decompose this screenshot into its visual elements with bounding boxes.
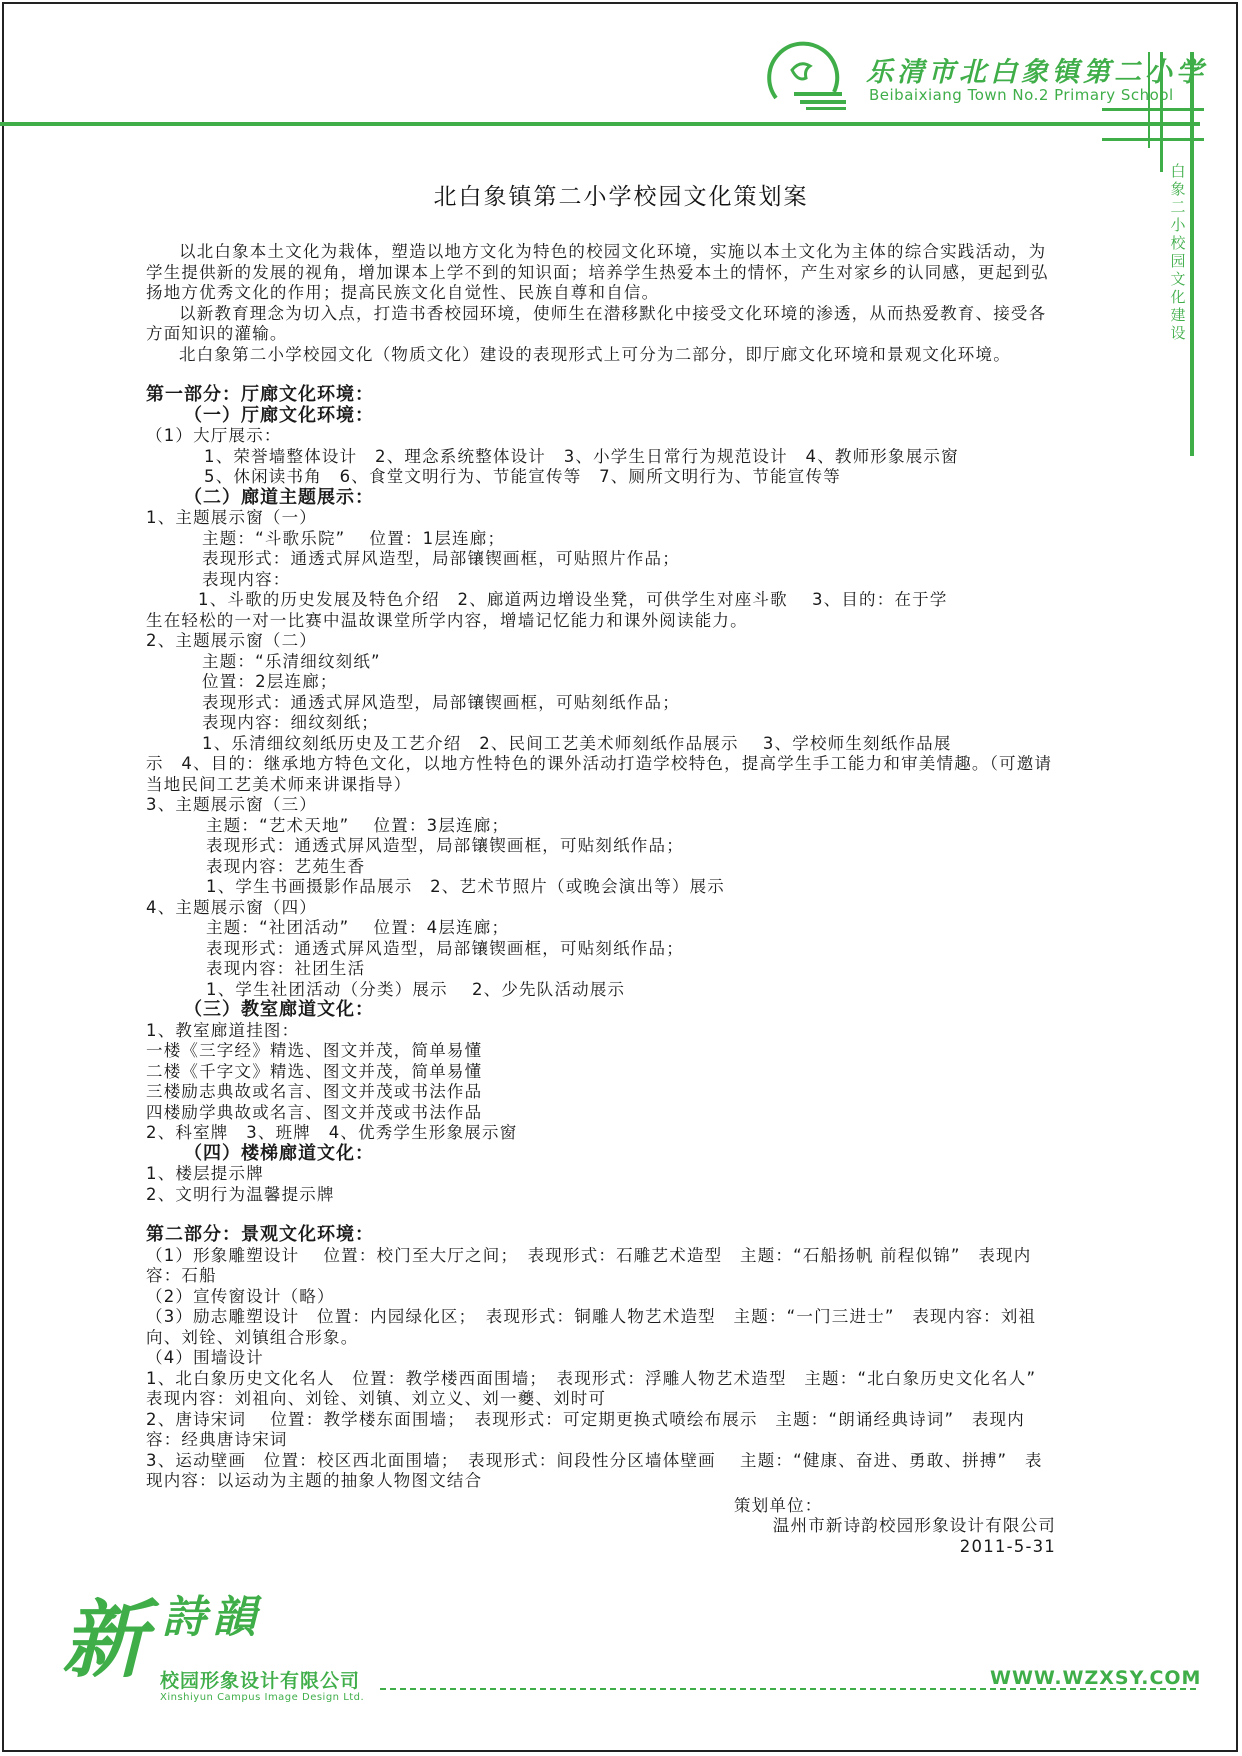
part2-line7: 3、运动壁画 位置：校区西北面围墙； 表现形式：间段性分区墙体壁画 主题：“健康、奋进、勇敢、拼搏” 表现内容：以运动为主题的抽象人物图文结合 bbox=[146, 1450, 1043, 1490]
part2-heading: 第二部分：景观文化环境： bbox=[146, 1224, 374, 1245]
window3-title: 3、主题展示窗（三） bbox=[146, 795, 317, 814]
part2-line6: 2、唐诗宋词 位置：教学楼东面围墙； 表现形式：可定期更换式喷绘布展示 主题：“朗诵经典诗词” 表现内容：经典唐诗宋词 bbox=[146, 1409, 1025, 1449]
window2-title: 2、主题展示窗（二） bbox=[146, 631, 317, 650]
part1-section2-heading: （二）廊道主题展示： bbox=[184, 486, 374, 508]
footer-logo-shiyun: 詩韻 bbox=[162, 1592, 262, 1643]
section3-line5: 四楼励学典故或名言、图文并茂或书法作品 bbox=[146, 1102, 483, 1122]
window3-form: 表现形式：通透式屏风造型，局部镶锲画框，可贴刻纸作品； bbox=[206, 836, 684, 855]
school-logo-icon bbox=[764, 40, 852, 112]
sign-label: 策划单位： bbox=[734, 1495, 823, 1515]
window3-items: 1、学生书画摄影作品展示 2、艺术节照片（或晚会演出等）展示 bbox=[206, 877, 725, 896]
footer-logo-xin: 新 bbox=[62, 1590, 147, 1689]
header-rule-3 bbox=[1102, 138, 1204, 141]
section4-line2: 2、文明行为温馨提示牌 bbox=[146, 1184, 335, 1204]
section3-line1: 1、教室廊道挂图： bbox=[146, 1020, 300, 1040]
header-rule bbox=[0, 122, 1200, 126]
intro-paragraph-1: 以北白象本土文化为栽体，塑造以地方文化为特色的校园文化环境，实施以本土文化为主体的综合实践活动，为学生提供新的发展的视角，增加课本上学不到的知识面；培养学生热爱本土的情怀，产生对家乡的认同感，更起到弘扬地方优秀文化的作用；提高民族文化自觉性、民族自尊和自信。 bbox=[146, 242, 1049, 302]
section3-line2: 一楼《三字经》精选、图文并茂，简单易懂 bbox=[146, 1041, 483, 1060]
school-name-en: Beibaixiang Town No.2 Primary School bbox=[869, 86, 1174, 104]
section3-line6: 2、科室牌 3、班牌 4、优秀学生形象展示窗 bbox=[146, 1123, 518, 1142]
document-title: 北白象镇第二小学校园文化策划案 bbox=[433, 184, 809, 210]
part1-section4-heading: （四）楼梯廊道文化： bbox=[184, 1142, 374, 1164]
footer-company-en: Xinshiyun Campus Image Design Ltd. bbox=[160, 1692, 365, 1703]
window1-title: 1、主题展示窗（一） bbox=[146, 508, 317, 527]
window4-content: 表现内容：社团生活 bbox=[206, 959, 366, 978]
window4-form: 表现形式：通透式屏风造型，局部镶锲画框，可贴刻纸作品； bbox=[206, 938, 684, 958]
window2-position: 位置：2层连廊； bbox=[202, 672, 338, 691]
window1-items-b: 生在轻松的一对一比赛中温故课堂所学内容，增墙记忆能力和课外阅读能力。 bbox=[146, 610, 748, 630]
intro-paragraph-2: 以新教育理念为切入点，打造书香校园环境，使师生在潜移默化中接受文化环境的渗透，从而热爱教育、接受各方面知识的灌输。 bbox=[146, 303, 1047, 343]
window1-content: 表现内容： bbox=[202, 569, 291, 589]
part2-line1: （1）形象雕塑设计 位置：校门至大厅之间； 表现形式：石雕艺术造型 主题：“石船扬帆 前程似锦” 表现内容：石船 bbox=[146, 1245, 1032, 1285]
part2-line2: （2）宣传窗设计（略） bbox=[146, 1286, 335, 1306]
window3-theme: 主题：“艺术天地” 位置：3层连廊； bbox=[206, 815, 510, 835]
window2-form: 表现形式：通透式屏风造型，局部镶锲画框，可贴刻纸作品； bbox=[202, 692, 680, 712]
window4-title: 4、主题展示窗（四） bbox=[146, 897, 317, 917]
sign-org: 温州市新诗韵校园形象设计有限公司 bbox=[772, 1516, 1056, 1535]
window2-items-b: 示 4、目的：继承地方特色文化，以地方性特色的课外活动打造学校特色，提高学生手工能力和审美情趣。（可邀请当地民间工艺美术师来讲课指导） bbox=[146, 754, 1053, 794]
part1-section1-line2: 5、休闲读书角 6、食堂文明行为、节能宣传等 7、厕所文明行为、节能宣传等 bbox=[204, 467, 841, 486]
part2-line4: （4）围墙设计 bbox=[146, 1348, 264, 1367]
window1-form: 表现形式：通透式屏风造型，局部镶锲画框，可贴照片作品； bbox=[202, 549, 680, 568]
window2-theme: 主题：“乐清细纹刻纸” bbox=[202, 651, 381, 671]
part2-line3: （3）励志雕塑设计 位置：内园绿化区； 表现形式：铜雕人物艺术造型 主题：“一门三进士” 表现内容：刘祖向、刘铨、刘镇组合形象。 bbox=[146, 1307, 1037, 1347]
window1-items-a: 1、斗歌的历史发展及特色介绍 2、廊道两边增设坐凳，可供学生对座斗歌 3、目的：在于学 bbox=[198, 590, 948, 609]
footer-company-cn: 校园形象设计有限公司 bbox=[160, 1670, 361, 1692]
part1-section1-line1: 1、荣誉墙整体设计 2、理念系统整体设计 3、小学生日常行为规范设计 4、教师形象展示窗 bbox=[204, 446, 959, 466]
section3-line4: 三楼励志典故或名言、图文并茂或书法作品 bbox=[146, 1082, 483, 1101]
header-rule-2 bbox=[1102, 108, 1204, 111]
window4-items: 1、学生社团活动（分类）展示 2、少先队活动展示 bbox=[206, 979, 626, 999]
school-name-cn: 乐清市北白象镇第二小学 bbox=[866, 57, 1207, 88]
section3-line3: 二楼《千字文》精选、图文并茂，简单易懂 bbox=[146, 1061, 483, 1081]
window3-content: 表现内容：艺苑生香 bbox=[206, 856, 366, 876]
window2-items-a: 1、乐清细纹刻纸历史及工艺介绍 2、民间工艺美术师刻纸作品展示 3、学校师生刻纸作品展 bbox=[202, 733, 952, 753]
document-body bbox=[146, 242, 1058, 1557]
window1-theme: 主题：“斗歌乐院” 位置：1层连廊； bbox=[202, 528, 506, 548]
part1-heading: 第一部分：厅廊文化环境： bbox=[146, 384, 374, 405]
part1-section1-sub: （1）大厅展示： bbox=[146, 426, 282, 445]
window2-content: 表现内容：细纹刻纸； bbox=[202, 713, 379, 732]
part1-section1-heading: （一）厅廊文化环境： bbox=[184, 404, 374, 426]
part2-line5: 1、北白象历史文化名人 位置：教学楼西面围墙； 表现形式：浮雕人物艺术造型 主题：“北白象历史文化名人” 表现内容：刘祖向、刘铨、刘镇、刘立义、刘一夔、刘时可 bbox=[146, 1368, 1054, 1408]
sign-date: 2011-5-31 bbox=[959, 1536, 1056, 1556]
window4-theme: 主题：“社团活动” 位置：4层连廊； bbox=[206, 918, 510, 937]
footer-url[interactable]: WWW.WZXSY.COM bbox=[990, 1667, 1202, 1689]
intro-paragraph-3: 北白象第二小学校园文化（物质文化）建设的表现形式上可分为二部分，即厅廊文化环境和景观文化环境。 bbox=[179, 344, 1011, 364]
section4-line1: 1、楼层提示牌 bbox=[146, 1164, 264, 1183]
side-label: 白象二小校园文化建设 bbox=[1170, 162, 1186, 342]
part1-section3-heading: （三）教室廊道文化： bbox=[184, 999, 374, 1020]
header-vline-2 bbox=[1190, 52, 1194, 456]
